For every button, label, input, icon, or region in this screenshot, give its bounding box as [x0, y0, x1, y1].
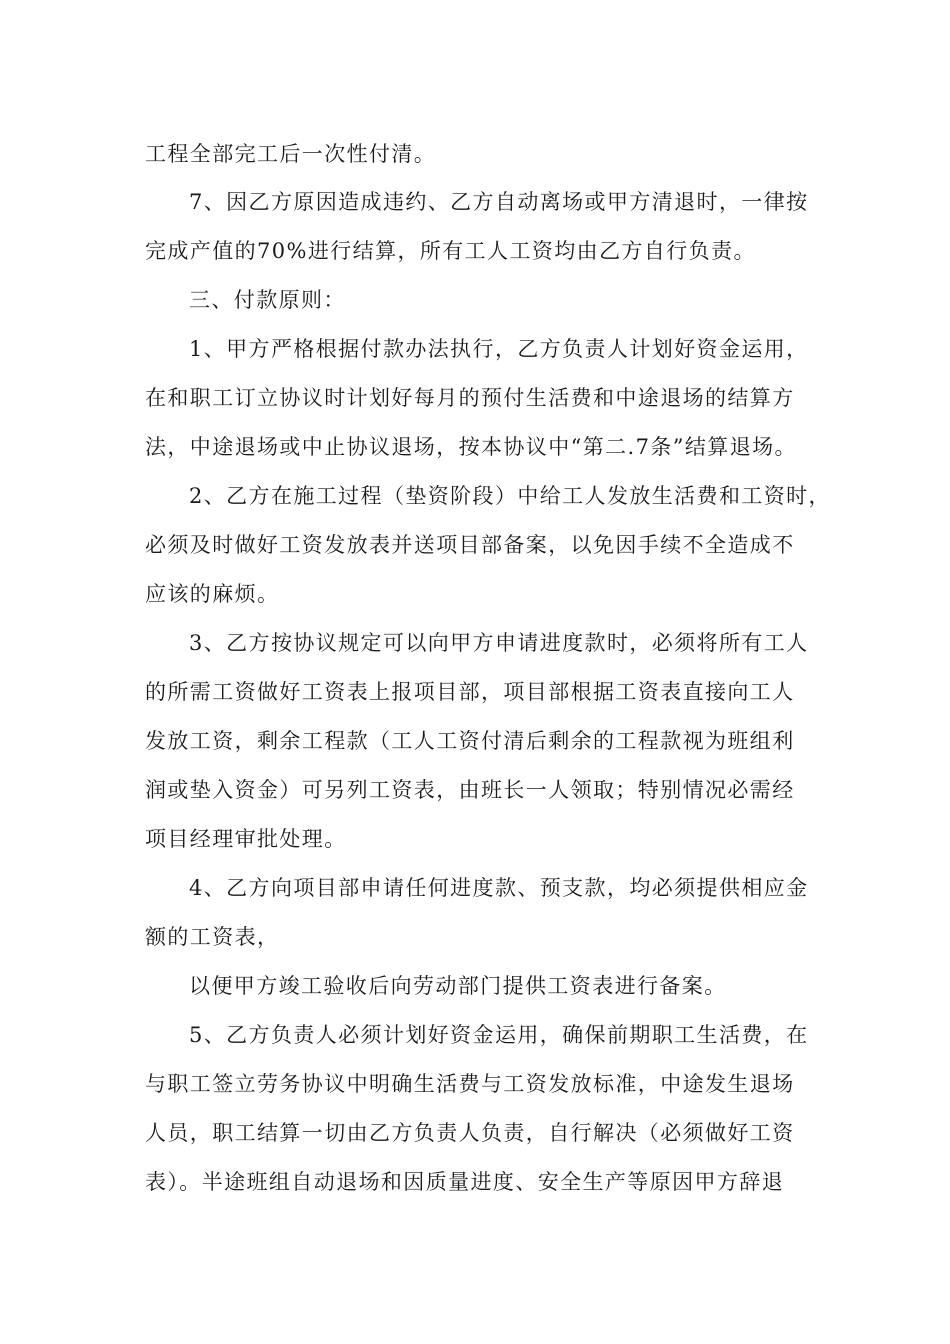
paragraph-line: 3、乙方按协议规定可以向甲方申请进度款时，必须将所有工人 [189, 631, 809, 655]
paragraph-line: 以便甲方竣工验收后向劳动部门提供工资表进行备案。 [189, 974, 727, 998]
paragraph-line: 的所需工资做好工资表上报项目部，项目部根据工资表直接向工人 [145, 680, 795, 704]
paragraph-line: 润或垫入资金）可另列工资表，由班长一人领取；特别情况必需经 [145, 778, 795, 802]
paragraph-line: 必须及时做好工资发放表并送项目部备案，以免因手续不全造成不 [145, 533, 795, 557]
paragraph-line: 人员，职工结算一切由乙方负责人负责，自行解决（必须做好工资 [145, 1121, 795, 1145]
paragraph-line: 在和职工订立协议时计划好每月的预付生活费和中途退场的结算方 [145, 386, 795, 410]
section-heading: 三、付款原则： [189, 288, 346, 312]
paragraph-line: 表）。半途班组自动退场和因质量进度、安全生产等原因甲方辞退 [145, 1170, 785, 1194]
paragraph-line: 1、甲方严格根据付款办法执行，乙方负责人计划好资金运用， [189, 337, 809, 361]
paragraph-line: 4、乙方向项目部申请任何进度款、预支款，均必须提供相应金 [189, 876, 809, 900]
paragraph-line: 2、乙方在施工过程（垫资阶段）中给工人发放生活费和工资时， [189, 484, 831, 508]
paragraph-line: 7、因乙方原因造成违约、乙方自动离场或甲方清退时，一律按 [189, 190, 809, 214]
paragraph-line: 5、乙方负责人必须计划好资金运用，确保前期职工生活费，在 [189, 1023, 809, 1047]
paragraph-line: 额的工资表， [145, 925, 280, 949]
paragraph-line: 项目经理审批处理。 [145, 827, 347, 851]
paragraph-line: 与职工签立劳务协议中明确生活费与工资发放标准，中途发生退场 [145, 1072, 795, 1096]
paragraph-line: 应该的麻烦。 [145, 582, 280, 606]
paragraph-line: 工程全部完工后一次性付清。 [145, 142, 437, 166]
paragraph-line: 发放工资，剩余工程款（工人工资付清后剩余的工程款视为班组利 [145, 729, 795, 753]
paragraph-line: 完成产值的70%进行结算，所有工人工资均由乙方自行负责。 [145, 239, 756, 263]
paragraph-line: 法，中途退场或中止协议退场，按本协议中“第二.7条”结算退场。 [145, 435, 797, 459]
